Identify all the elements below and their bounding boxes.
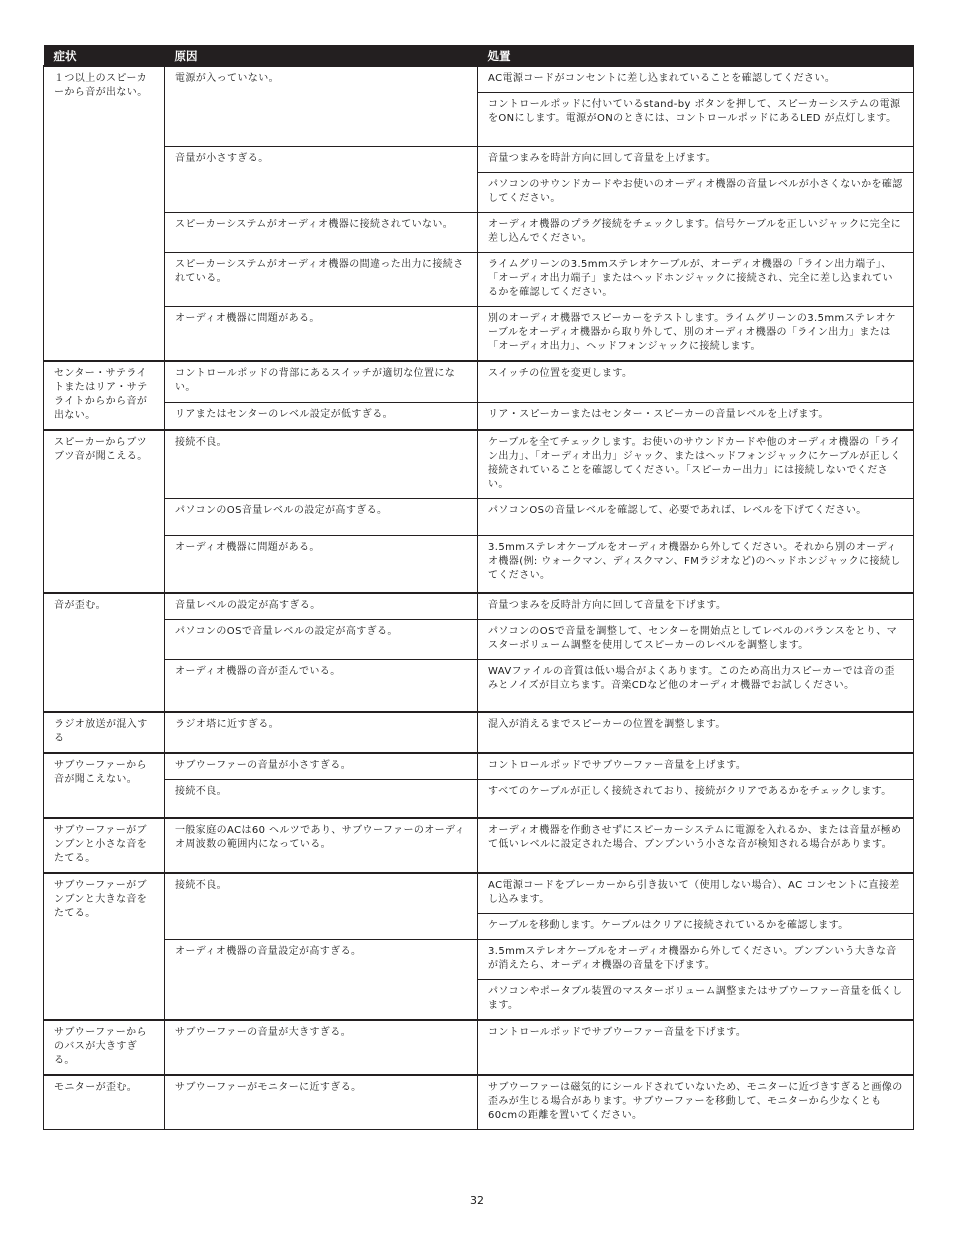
table-row [44, 712, 914, 753]
action-cell: コントロールポッドでサブウーファー音量を上げます。 [478, 753, 914, 780]
cause-cell: リアまたはセンターのレベル設定が低すぎる。 [165, 403, 478, 430]
cause-cell: オーディオ機器に問題がある。 [165, 536, 478, 593]
table-row [44, 619, 914, 659]
table-row [44, 753, 914, 780]
cause-cell: 接続不良。 [165, 873, 478, 940]
troubleshooting-table-container [43, 45, 913, 1130]
table-row [44, 499, 914, 536]
table-header [44, 45, 914, 66]
action-cell: パソコンのOSで音量を調整して、センターを開始点としてレベルのバランスをとり、マスターボリューム調整を使用してスピーカーのレベルを調整します。 [478, 619, 914, 659]
action-cell: ライムグリーンの3.5mmステレオケーブルが、オーディオ機器の「ライン出力端子」、「オーディオ出力端子」またはヘッドホンジャックに接続され、完全に差し込まれているかを確認してください。 [478, 253, 914, 307]
symptom-cell: センター・サテライトまたはリア・サテライトからから音が出ない。 [44, 361, 165, 430]
table-row [44, 147, 914, 173]
table-row [44, 659, 914, 712]
action-cell: AC電源コードをブレーカーから引き抜いて（使用しない場合）、AC コンセントに直接差し込みます。 [478, 873, 914, 914]
cause-cell: 接続不良。 [165, 780, 478, 818]
header-symptom: 症状 [44, 45, 165, 66]
table-row [44, 593, 914, 620]
action-cell: 別のオーディオ機器でスピーカーをテストします。ライムグリーンの3.5mmステレオケーブルをオーディオ機器から取り外して、別のオーディオ機器の「ライン出力」または「オーディオ出力」、ヘッドフォンジャックに接続します。 [478, 307, 914, 362]
action-cell: パソコンやポータブル装置のマスターボリューム調整またはサブウーファー音量を低くします。 [478, 979, 914, 1020]
table-row [44, 430, 914, 499]
symptom-cell: サブウーファーから音が聞こえない。 [44, 753, 165, 818]
table-header-row [44, 45, 914, 66]
table-row [44, 361, 914, 403]
cause-cell: コントロールポッドの背部にあるスイッチが適切な位置にない。 [165, 361, 478, 403]
cause-cell: サブウーファーの音量が大きすぎる。 [165, 1020, 478, 1075]
symptom-cell: 音が歪む。 [44, 593, 165, 713]
cause-cell: 一般家庭のACは60 ヘルツであり、サブウーファーのオーディオ周波数の範囲内になっている。 [165, 818, 478, 873]
action-cell: コントロールポッドに付いているstand-by ボタンを押して、スピーカーシステムの電源をONにします。電源がONのときには、コントロールポッドにあるLED が点灯します。 [478, 93, 914, 147]
cause-cell: オーディオ機器の音が歪んでいる。 [165, 659, 478, 712]
symptom-cell: １つ以上のスピーカーから音が出ない。 [44, 66, 165, 361]
action-cell: 音量つまみを反時計方向に回して音量を下げます。 [478, 593, 914, 620]
table-row [44, 1075, 914, 1130]
action-cell: ケーブルを移動します。ケーブルはクリアに接続されているかを確認します。 [478, 913, 914, 939]
cause-cell: パソコンのOS音量レベルの設定が高すぎる。 [165, 499, 478, 536]
symptom-cell: サブウーファーがブンブンと大きな音をたてる。 [44, 873, 165, 1020]
table-row [44, 213, 914, 253]
action-cell: オーディオ機器のプラグ接続をチェックします。信号ケーブルを正しいジャックに完全に差し込んでください。 [478, 213, 914, 253]
cause-cell: オーディオ機器に問題がある。 [165, 307, 478, 362]
troubleshooting-table [43, 45, 914, 1130]
page-number: 32 [470, 1194, 484, 1207]
action-cell: リア・スピーカーまたはセンター・スピーカーの音量レベルを上げます。 [478, 403, 914, 430]
cause-cell: オーディオ機器の音量設定が高すぎる。 [165, 939, 478, 1020]
table-row [44, 939, 914, 979]
action-cell: コントロールポッドでサブウーファー音量を下げます。 [478, 1020, 914, 1075]
action-cell: オーディオ機器を作動させずにスピーカーシステムに電源を入れるか、または音量が極めて低いレベルに設定された場合、ブンブンいう小さな音が検知される場合があります。 [478, 818, 914, 873]
action-cell: 音量つまみを時計方向に回して音量を上げます。 [478, 147, 914, 173]
symptom-cell: サブウーファーがブンブンと小さな音をたてる。 [44, 818, 165, 873]
cause-cell: サブウーファーの音量が小さすぎる。 [165, 753, 478, 780]
cause-cell: 音量レベルの設定が高すぎる。 [165, 593, 478, 620]
cause-cell: パソコンのOSで音量レベルの設定が高すぎる。 [165, 619, 478, 659]
table-row [44, 818, 914, 873]
cause-cell: スピーカーシステムがオーディオ機器に接続されていない。 [165, 213, 478, 253]
action-cell: 混入が消えるまでスピーカーの位置を調整します。 [478, 712, 914, 753]
symptom-cell: スピーカーからブツブツ音が聞こえる。 [44, 430, 165, 593]
symptom-cell: ラジオ放送が混入する [44, 712, 165, 753]
table-row [44, 1020, 914, 1075]
table-row [44, 780, 914, 818]
action-cell: WAVファイルの音質は低い場合がよくあります。このため高出力スピーカーでは音の歪みとノイズが目立ちます。音楽CDなど他のオーディオ機器でお試しください。 [478, 659, 914, 712]
cause-cell: サブウーファーがモニターに近すぎる。 [165, 1075, 478, 1130]
table-row [44, 307, 914, 362]
symptom-cell: サブウーファーからのバスが大きすぎる。 [44, 1020, 165, 1075]
symptom-cell: モニターが歪む。 [44, 1075, 165, 1130]
action-cell: 3.5mmステレオケーブルをオーディオ機器から外してください。ブンブンいう大きな音が消えたら、オーディオ機器の音量を下げます。 [478, 939, 914, 979]
action-cell: AC電源コードがコンセントに差し込まれていることを確認してください。 [478, 66, 914, 93]
cause-cell: スピーカーシステムがオーディオ機器の間違った出力に接続されている。 [165, 253, 478, 307]
table-row [44, 873, 914, 914]
header-action: 処置 [478, 45, 914, 66]
cause-cell: 接続不良。 [165, 430, 478, 499]
action-cell: すべてのケーブルが正しく接続されており、接続がクリアであるかをチェックします。 [478, 780, 914, 818]
table-row [44, 66, 914, 93]
cause-cell: 音量が小さすぎる。 [165, 147, 478, 213]
header-cause: 原因 [165, 45, 478, 66]
action-cell: パソコンのサウンドカードやお使いのオーディオ機器の音量レベルが小さくないかを確認してください。 [478, 173, 914, 213]
table-body [44, 66, 914, 1129]
table-row [44, 403, 914, 430]
action-cell: サブウーファーは磁気的にシールドされていないため、モニターに近づきすぎると画像の歪みが生じる場合があります。サブウーファーを移動して、モニターから少なくとも60cmの距離を置いてください。 [478, 1075, 914, 1130]
action-cell: スイッチの位置を変更します。 [478, 361, 914, 403]
action-cell: パソコンOSの音量レベルを確認して、必要であれば、レベルを下げてください。 [478, 499, 914, 536]
cause-cell: 電源が入っていない。 [165, 66, 478, 147]
table-row [44, 253, 914, 307]
table-row [44, 536, 914, 593]
cause-cell: ラジオ塔に近すぎる。 [165, 712, 478, 753]
action-cell: 3.5mmステレオケーブルをオーディオ機器から外してください。それから別のオーディオ機器(例: ウォークマン、ディスクマン、FMラジオなど)のヘッドホンジャックに接続してください。 [478, 536, 914, 593]
action-cell: ケーブルを全てチェックします。お使いのサウンドカードや他のオーディオ機器の「ライン出力」、「オーディオ出力」ジャック、またはヘッドフォンジャックにケーブルが正しく接続されていることを確認してください。「スピーカー出力」には接続しないでください。 [478, 430, 914, 499]
